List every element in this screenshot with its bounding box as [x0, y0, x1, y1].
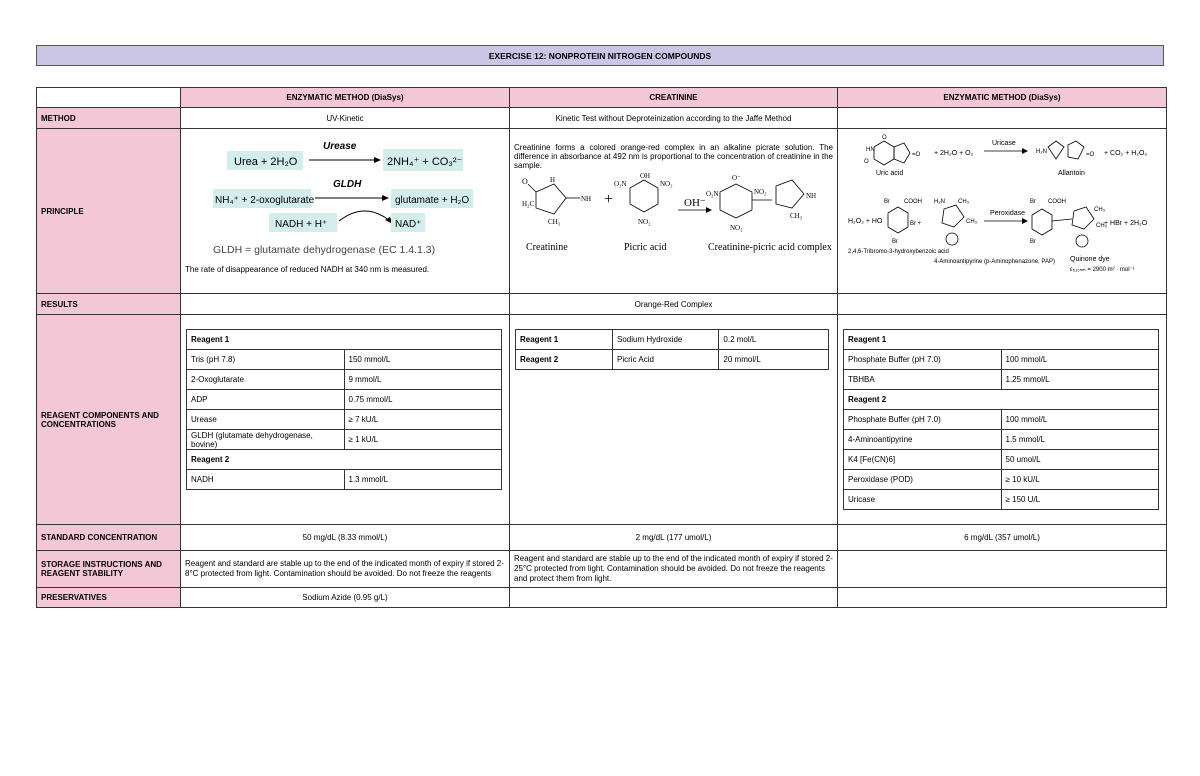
nad-label: NAD⁺ [395, 219, 422, 230]
reagent-name: Picric Acid [613, 350, 719, 370]
reagent-concentration: ≥ 150 U/L [1001, 490, 1159, 510]
reagent-group-heading: Reagent 1 [844, 330, 1159, 350]
reagent-row [187, 390, 502, 410]
svg-text:NH: NH [581, 195, 592, 203]
svg-text:O₂N: O₂N [706, 190, 719, 198]
svg-text:+: + [604, 191, 614, 208]
reagent-group-heading: Reagent 2 [187, 450, 502, 470]
reagent-row [844, 490, 1159, 510]
peroxidase-label: Peroxidase [990, 210, 1026, 217]
svg-text:Br: Br [884, 199, 890, 205]
principle-col1-text: The rate of disappearance of reduced NADH at 340 nm is measured. [185, 265, 430, 274]
reagent-group-heading: Reagent 1 [187, 330, 502, 350]
reagent-row [844, 410, 1159, 430]
comparison-table [36, 87, 1167, 608]
reagent-name: Urease [187, 410, 345, 430]
label-preservatives: PRESERVATIVES [37, 588, 181, 608]
reagent-concentration: 100 mmol/L [1001, 410, 1159, 430]
reagent-row [844, 430, 1159, 450]
reagent-row [187, 350, 502, 370]
svg-text:Br: Br [892, 239, 898, 245]
uric-acid-label: Uric acid [876, 170, 904, 177]
creatinine-label: Creatinine [526, 242, 568, 253]
reagents-col2-table [515, 329, 829, 370]
page-title: EXERCISE 12: NONPROTEIN NITROGEN COMPOUNDS [36, 45, 1164, 66]
reagent-name: GLDH (glutamate dehydrogenase, bovine) [187, 430, 345, 450]
reagent-name: 2-Oxoglutarate [187, 370, 345, 390]
svg-text:O: O [882, 135, 887, 141]
svg-text:O⁻: O⁻ [732, 174, 741, 182]
label-standard: STANDARD CONCENTRATION [37, 525, 181, 551]
svg-text:O: O [522, 177, 528, 186]
reagent-row [844, 330, 1159, 350]
principle-col3 [838, 129, 1167, 294]
reagent-row [187, 370, 502, 390]
quinone-label: Quinone dye [1070, 256, 1110, 263]
reagent-row [187, 430, 502, 450]
reagents-col2 [510, 315, 838, 525]
ammonium-label: 2NH₄⁺ + CO₃²⁻ [387, 156, 463, 168]
reagent-name: Phosphate Buffer (pH 7.0) [844, 350, 1002, 370]
reagent-row [844, 390, 1159, 410]
picric-label: Picric acid [624, 242, 667, 253]
svg-text:HN: HN [866, 147, 875, 153]
reagent-concentration: 1.3 mmol/L [344, 470, 502, 490]
reagent-row [187, 470, 502, 490]
reagent-group-heading: Reagent 1 [516, 330, 613, 350]
reagent-concentration: 150 mmol/L [344, 350, 502, 370]
glutamate-label: glutamate + H₂O [395, 195, 470, 206]
svg-text:OH: OH [640, 172, 651, 180]
svg-text:NO₂: NO₂ [730, 224, 743, 232]
reagent-concentration: 9 mmol/L [344, 370, 502, 390]
reagent-name: ADP [187, 390, 345, 410]
urea-label: Urea + 2H₂O [234, 156, 298, 168]
urease-label: Urease [323, 141, 357, 152]
reagent-row [516, 330, 829, 350]
tbhba-label: 2,4,6-Tribromo-3-hydroxybenzoic acid [848, 249, 949, 255]
oh-label: OH⁻ [684, 197, 706, 209]
header-blank [37, 88, 181, 108]
svg-text:CH₃: CH₃ [958, 199, 970, 205]
reagent-name: Phosphate Buffer (pH 7.0) [844, 410, 1002, 430]
preservatives-col2 [510, 588, 838, 608]
complex-label: Creatinine-picric acid complex [708, 242, 832, 253]
urea-gldh-diagram [185, 135, 485, 259]
aap-label: 4-Aminoantipyrine (p-Aminophenazone, PAP) [934, 259, 1055, 265]
svg-text:CH₃: CH₃ [548, 218, 561, 226]
allantoin-label: Allantoin [1058, 170, 1085, 177]
reagent-name: Tris (pH 7.8) [187, 350, 345, 370]
reagent-concentration: 100 mmol/L [1001, 350, 1159, 370]
header-col2: CREATININE [510, 88, 838, 108]
label-principle: PRINCIPLE [37, 129, 181, 294]
svg-text:=O: =O [1086, 152, 1095, 158]
principle-col2 [510, 129, 838, 294]
products-2: + HBr + 2H₂O [1104, 220, 1148, 227]
label-results: RESULTS [37, 294, 181, 315]
svg-text:NH: NH [806, 192, 817, 200]
svg-text:H₂C: H₂C [522, 200, 535, 208]
svg-text:O: O [864, 159, 869, 165]
reagent-row [844, 470, 1159, 490]
svg-text:CH₃: CH₃ [1094, 207, 1106, 213]
jaffe-reaction-diagram [514, 170, 832, 262]
reagent-concentration: ≥ 10 kU/L [1001, 470, 1159, 490]
svg-text:CH₃: CH₃ [1096, 223, 1108, 229]
reagent-name: 4-Aminoantipyrine [844, 430, 1002, 450]
gldh-label: GLDH [333, 179, 362, 190]
method-col3 [838, 108, 1167, 129]
reagent-row [844, 370, 1159, 390]
reagent-name: NADH [187, 470, 345, 490]
standard-col3: 6 mg/dL (357 umol/L) [838, 525, 1167, 551]
svg-text:Br: Br [1030, 199, 1036, 205]
uricase-diagram [842, 131, 1162, 289]
reagent-concentration: 50 umol/L [1001, 450, 1159, 470]
results-col3 [838, 294, 1167, 315]
reagent-row [844, 350, 1159, 370]
reagent-row [844, 450, 1159, 470]
reagent-concentration: ≥ 1 kU/L [344, 430, 502, 450]
gldh-definition: GLDH = glutamate dehydrogenase (EC 1.4.1.3) [213, 244, 436, 256]
reagents-col1-table [186, 329, 502, 490]
nadh-label: NADH + H⁺ [275, 219, 328, 230]
reagent-concentration: ≥ 7 kU/L [344, 410, 502, 430]
svg-text:H₂N: H₂N [934, 199, 945, 205]
h2o2-label: H₂O₂ + HO [848, 218, 883, 225]
method-col1: UV-Kinetic [181, 108, 510, 129]
header-col1: ENZYMATIC METHOD (DiaSys) [181, 88, 510, 108]
reactants-1: + 2H₂O + O₂ [934, 150, 974, 157]
reagent-name: Sodium Hydroxide [613, 330, 719, 350]
svg-text:Br: Br [1030, 239, 1036, 245]
reagent-row [516, 350, 829, 370]
epsilon-label: ε₅₁₀ₙₘ = 2900 m² · mol⁻¹ [1070, 267, 1135, 273]
svg-text:CH₃: CH₃ [966, 219, 978, 225]
results-col2: Orange-Red Complex [510, 294, 838, 315]
storage-col1: Reagent and standard are stable up to the end of the indicated month of expiry if stored 2-8°C protected from light. Contamination should be avoided. Do not freeze the reagents [181, 551, 510, 588]
label-storage: STORAGE INSTRUCTIONS AND REAGENT STABILITY [37, 551, 181, 588]
principle-col1 [181, 129, 510, 294]
reagent-row [187, 450, 502, 470]
reagent-concentration: 20 mmol/L [719, 350, 829, 370]
products-1: + CO₂ + H₂O₂ [1104, 150, 1148, 157]
results-col1 [181, 294, 510, 315]
svg-text:=O: =O [912, 152, 921, 158]
label-method: METHOD [37, 108, 181, 129]
preservatives-col3 [838, 588, 1167, 608]
reagent-name: Peroxidase (POD) [844, 470, 1002, 490]
svg-text:COOH: COOH [904, 199, 922, 205]
preservatives-col1: Sodium Azide (0.95 g/L) [181, 588, 510, 608]
label-reagents: REAGENT COMPONENTS AND CONCENTRATIONS [37, 315, 181, 525]
reagents-col3-table [843, 329, 1159, 510]
svg-text:NO₂: NO₂ [660, 180, 673, 188]
reagent-concentration: 1.5 mmol/L [1001, 430, 1159, 450]
reagents-col1 [181, 315, 510, 525]
storage-col2: Reagent and standard are stable up to the end of the indicated month of expiry if stored 2-25°C protected from light. Contamination should be avoided. Do not freeze the reagents and protect them from light. [510, 551, 838, 588]
reagent-row [187, 410, 502, 430]
svg-text:CH₃: CH₃ [790, 212, 803, 220]
standard-col2: 2 mg/dL (177 umol/L) [510, 525, 838, 551]
principle-col2-text: Creatinine forms a colored orange-red complex in an alkaline picrate solution. The difference in absorbance at 492 nm is proportional to the concentration of creatinine in the sample. [514, 143, 833, 170]
svg-text:NO₂: NO₂ [754, 188, 767, 196]
reagent-name: TBHBA [844, 370, 1002, 390]
storage-col3 [838, 551, 1167, 588]
reagent-concentration: 0.2 mol/L [719, 330, 829, 350]
reagent-concentration: 1.25 mmol/L [1001, 370, 1159, 390]
reagent-row [187, 330, 502, 350]
uricase-label: Uricase [992, 140, 1016, 147]
method-col2: Kinetic Test without Deproteinization according to the Jaffe Method [510, 108, 838, 129]
reagent-group-heading: Reagent 2 [844, 390, 1159, 410]
reagent-concentration: 0.75 mmol/L [344, 390, 502, 410]
standard-col1: 50 mg/dL (8.33 mmol/L) [181, 525, 510, 551]
svg-text:Br +: Br + [910, 221, 922, 227]
reagent-group-heading: Reagent 2 [516, 350, 613, 370]
svg-text:O₂N: O₂N [614, 180, 627, 188]
nh4-label: NH₄⁺ + 2-oxoglutarate [215, 195, 315, 206]
svg-text:H₂N: H₂N [1036, 149, 1047, 155]
svg-text:H: H [550, 176, 556, 184]
svg-text:COOH: COOH [1048, 199, 1066, 205]
reagent-name: Uricase [844, 490, 1002, 510]
svg-text:NO₂: NO₂ [638, 218, 651, 226]
reagents-col3 [838, 315, 1167, 525]
reagent-name: K4 [Fe(CN)6] [844, 450, 1002, 470]
header-col3: ENZYMATIC METHOD (DiaSys) [838, 88, 1167, 108]
